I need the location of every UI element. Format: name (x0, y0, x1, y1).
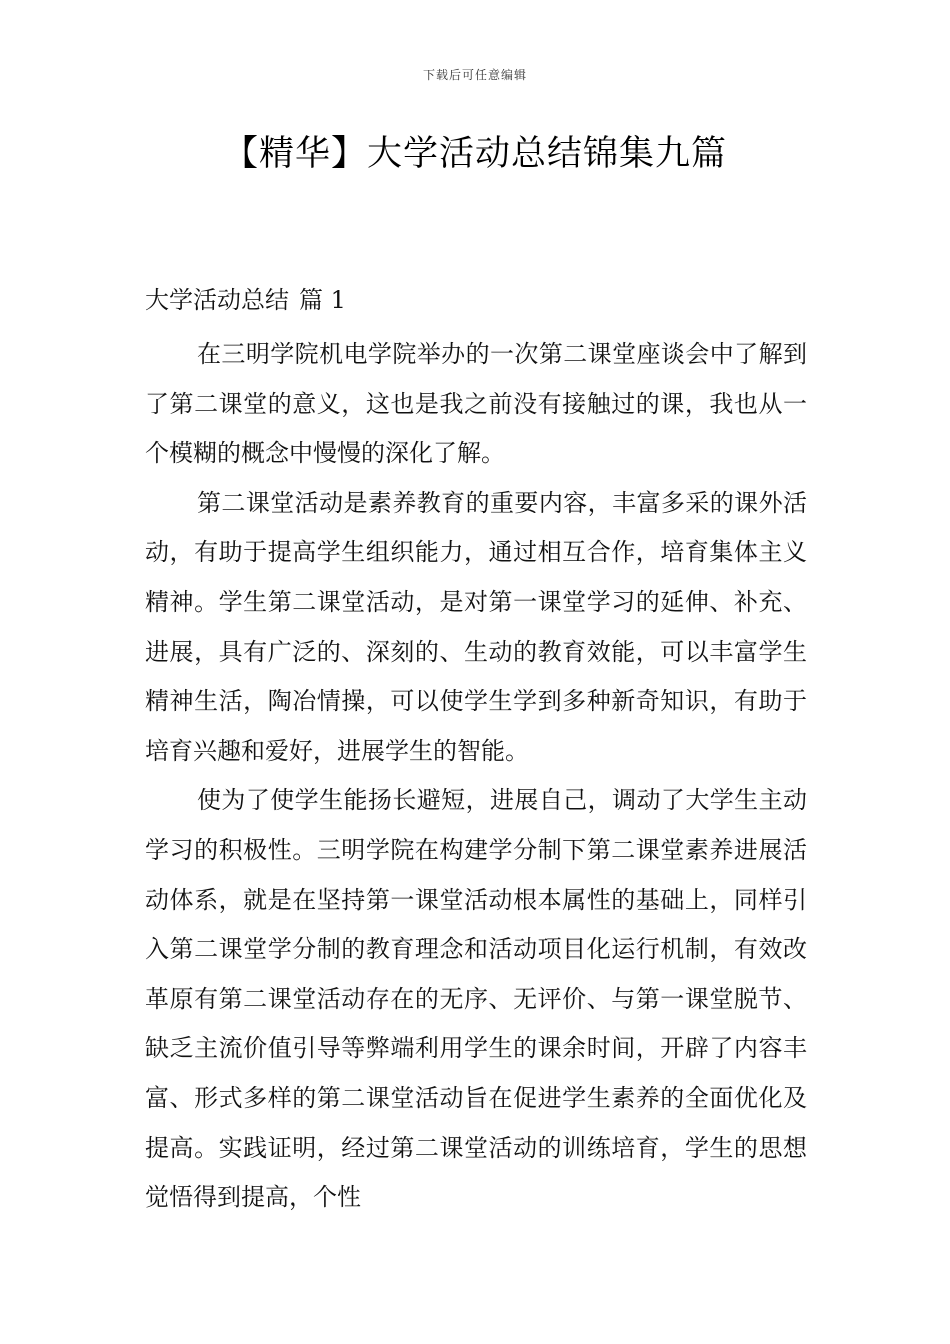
section-heading-text: 大学活动总结 (145, 286, 289, 314)
document-title: 【精华】大学活动总结锦集九篇 (222, 134, 727, 174)
header-note: 下载后可任意编辑 (422, 68, 527, 82)
paragraph: 在三明学院机电学院举办的一次第二课堂座谈会中了解到了第二课堂的意义，这也是我之前没有接触过的课，我也从一个模糊的概念中慢慢的深化了解。 (145, 340, 807, 468)
section-number-label: 篇 1 (299, 286, 346, 314)
paragraph: 第二课堂活动是素养教育的重要内容，丰富多采的课外活动，有助于提高学生组织能力，通过相互合作，培育集体主义精神。学生第二课堂活动，是对第一课堂学习的延伸、补充、进展，具有广泛的、深刻的、生动的教育效能，可以丰富学生精神生活，陶冶情操，可以使学生学到多种新奇知识，有助于培育兴趣和爱好，进展学生的智能。 (145, 488, 807, 765)
paragraph: 使为了使学生能扬长避短，进展自己，调动了大学生主动学习的积极性。三明学院在构建学分制下第二课堂素养进展活动体系，就是在坚持第一课堂活动根本属性的基础上，同样引入第二课堂学分制的教育理念和活动项目化运行机制，有效改革原有第二课堂活动存在的无序、无评价、与第一课堂脱节、缺乏主流价值引导等弊端利用学生的课余时间，开辟了内容丰富、形式多样的第二课堂活动旨在促进学生素养的全面优化及提高。实践证明，经过第二课堂活动的训练培育，学生的思想觉悟得到提高，个性 (145, 786, 807, 1212)
body-text (145, 330, 807, 1223)
section-heading (145, 282, 346, 318)
